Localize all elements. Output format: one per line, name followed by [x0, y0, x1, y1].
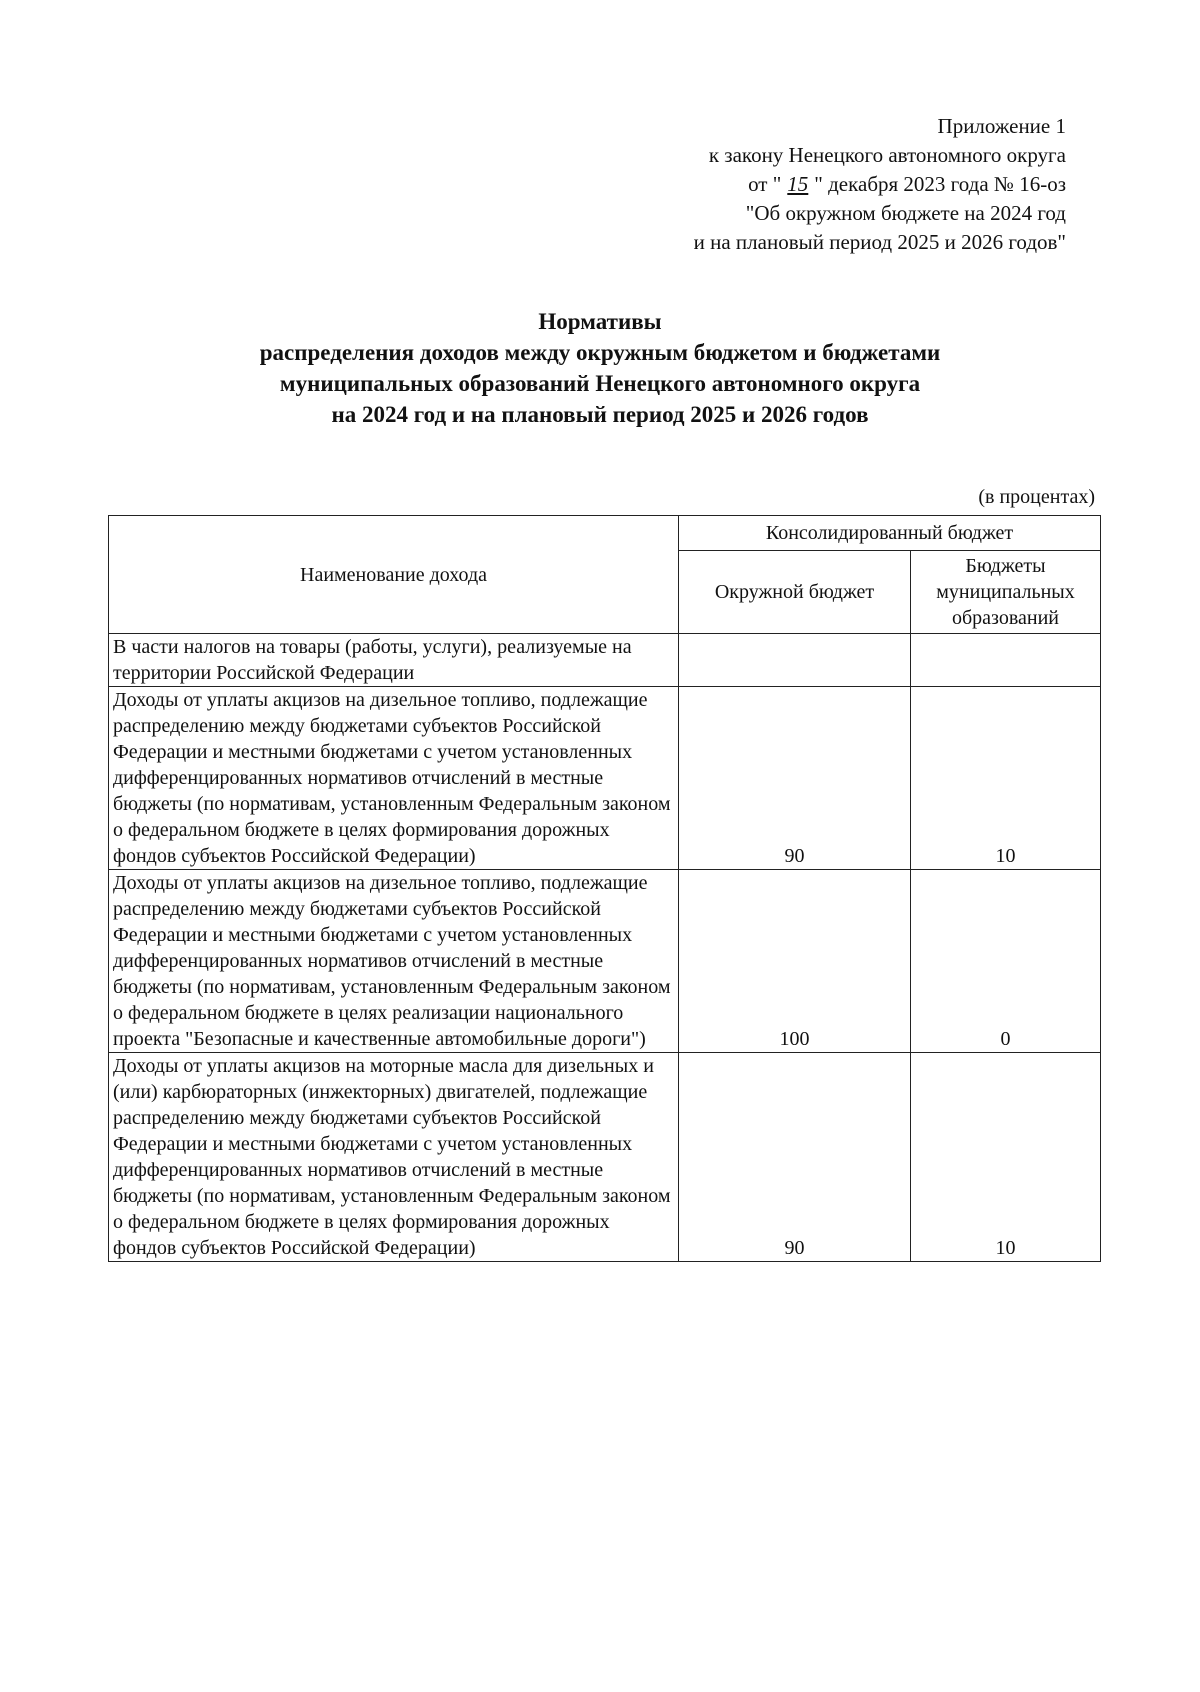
section-okrug-cell: [679, 634, 911, 687]
income-name-cell: Доходы от уплаты акцизов на моторные масла для дизельных и (или) карбюраторных (инжекторных) двигателей, подлежащие распределению между бюджетами субъектов Российской Федерации и местными бюджетами с учетом установленных дифференцированных нормативов отчислений в местные бюджеты (по нормативам, установленным Федеральным законом о федеральном бюджете в целях формирования дорожных фондов субъектов Российской Федерации): [109, 1053, 679, 1262]
header-income-name: Наименование дохода: [109, 516, 679, 634]
title-line-1: Нормативы: [538, 309, 662, 334]
header-okrug-budget: Окружной бюджет: [679, 551, 911, 634]
municipal-value-cell: 0: [911, 870, 1101, 1053]
header-municipal-line-3: образований: [951, 607, 1059, 629]
table-row: [109, 1053, 1101, 1262]
header-consolidated-budget: Консолидированный бюджет: [679, 516, 1101, 551]
income-name-cell: Доходы от уплаты акцизов на дизельное топливо, подлежащие распределению между бюджетами субъектов Российской Федерации и местными бюджетами с учетом установленных дифференцированных нормативов отчислений в местные бюджеты (по нормативам, установленным Федеральным законом о федеральном бюджете в целях реализации национального проекта "Безопасные и качественные автомобильные дороги"): [109, 870, 679, 1053]
title-line-3: муниципальных образований Ненецкого автономного округа: [279, 371, 921, 396]
appendix-law-title-2: и на плановый период 2025 и 2026 годов": [693, 230, 1066, 254]
okrug-value-cell: 90: [679, 687, 911, 870]
appendix-date: [694, 170, 1066, 199]
okrug-value-cell: 100: [679, 870, 911, 1053]
table-row: [109, 870, 1101, 1053]
appendix-date-prefix: от ": [748, 172, 782, 196]
title-line-4: на 2024 год и на плановый период 2025 и 2026 годов: [331, 402, 869, 427]
appendix-law-ref: к закону Ненецкого автономного округа: [708, 143, 1066, 167]
norms-table: [108, 515, 1101, 1262]
income-name-cell: Доходы от уплаты акцизов на дизельное топливо, подлежащие распределению между бюджетами субъектов Российской Федерации и местными бюджетами с учетом установленных дифференцированных нормативов отчислений в местные бюджеты (по нормативам, установленным Федеральным законом о федеральном бюджете в целях формирования дорожных фондов субъектов Российской Федерации): [109, 687, 679, 870]
title-line-2: распределения доходов между окружным бюджетом и бюджетами: [259, 340, 941, 365]
section-municipal-cell: [911, 634, 1101, 687]
municipal-value-cell: 10: [911, 1053, 1101, 1262]
appendix-block: [694, 112, 1066, 257]
header-municipal-line-1: Бюджеты: [965, 555, 1046, 577]
table-row: [109, 687, 1101, 870]
appendix-law-title-1: "Об окружном бюджете на 2024 год: [745, 201, 1066, 225]
document-title: [0, 306, 1200, 430]
municipal-value-cell: 10: [911, 687, 1101, 870]
units-note: (в процентах): [978, 486, 1095, 508]
header-municipal-line-2: муниципальных: [936, 581, 1075, 603]
appendix-number: Приложение 1: [937, 114, 1066, 138]
section-row: [109, 634, 1101, 687]
okrug-value-cell: 90: [679, 1053, 911, 1262]
header-row-1: [109, 516, 1101, 551]
appendix-date-suffix: " декабря 2023 года № 16-оз: [814, 172, 1066, 196]
section-title: В части налогов на товары (работы, услуги), реализуемые на территории Российской Федерации: [109, 634, 679, 687]
appendix-handwritten-day: 15: [787, 172, 809, 196]
header-municipal-budgets: [911, 551, 1101, 634]
